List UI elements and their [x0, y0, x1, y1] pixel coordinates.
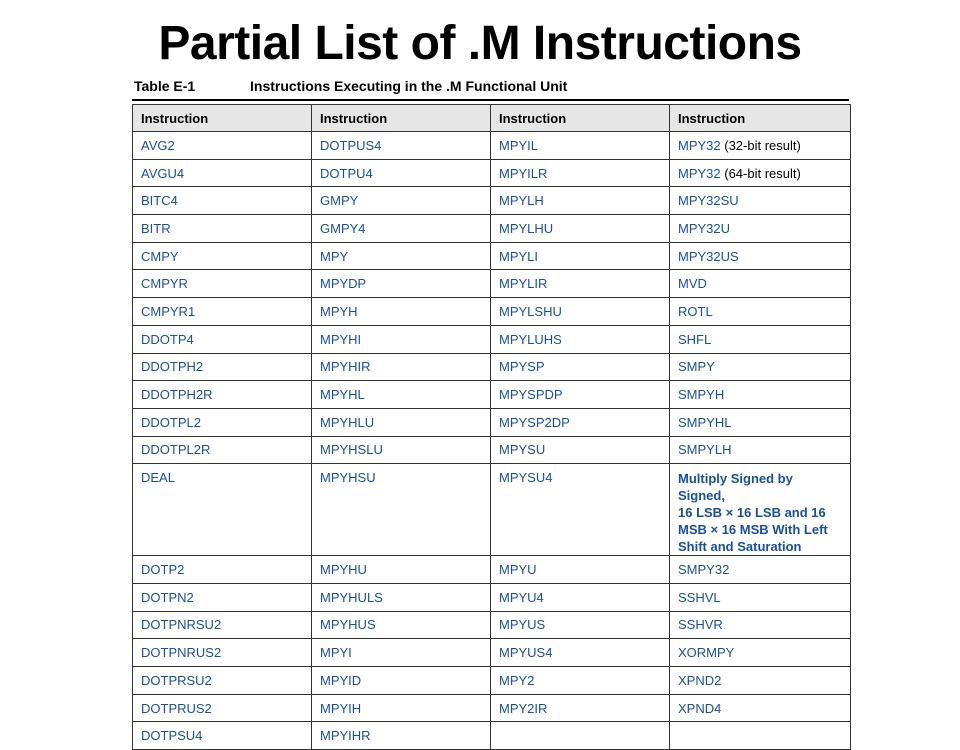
table-cell: [491, 436, 670, 464]
cell-text-line: 16 LSB × 16 LSB and 16: [678, 505, 826, 521]
table-cell: [133, 464, 312, 556]
table-row: [133, 298, 851, 326]
table-cell: [491, 667, 670, 695]
table-row: [133, 242, 851, 270]
table-cell: [670, 408, 851, 436]
instruction-name: SHFL: [678, 331, 712, 347]
table-cell: [312, 353, 491, 381]
table-cell: [133, 159, 312, 187]
table-cell: [491, 381, 670, 409]
table-cell: [670, 215, 851, 243]
instruction-name: MPYIL: [499, 137, 539, 153]
instruction-name: DEAL: [141, 470, 175, 486]
table-cell: [312, 215, 491, 243]
table-cell: [312, 159, 491, 187]
table-row: [133, 381, 851, 409]
table-row: [133, 556, 851, 584]
table-cell: [133, 408, 312, 436]
table-cell: [133, 298, 312, 326]
instruction-name: MPY2: [499, 672, 535, 688]
instruction-name: MPYLSHU: [499, 303, 562, 319]
table-cell: [133, 242, 312, 270]
instruction-name: MPY: [320, 248, 349, 264]
instruction-name: SSHVR: [678, 617, 723, 633]
instruction-name: MPYHLU: [320, 414, 375, 430]
table-row: [133, 436, 851, 464]
instruction-name: MPYLI: [499, 248, 539, 264]
column-header: Instruction: [491, 105, 670, 132]
instruction-name: MPYSU4: [499, 470, 553, 486]
instruction-name: MPY32US: [678, 248, 739, 264]
instruction-name: MPYH: [320, 303, 358, 319]
table-cell: [491, 270, 670, 298]
table-row: [133, 325, 851, 353]
instruction-name: MPYLUHS: [499, 331, 562, 347]
instruction-name: MVD: [678, 276, 707, 292]
table-cell: [670, 611, 851, 639]
table-cell: [133, 556, 312, 584]
instruction-name: MPYIH: [320, 700, 362, 716]
table-cell: [312, 270, 491, 298]
instruction-name: MPYHSU: [320, 470, 376, 486]
table-row: [133, 639, 851, 667]
instruction-name: MPYUS: [499, 617, 546, 633]
instruction-name: MPYHIR: [320, 359, 371, 375]
table-caption-text: Instructions Executing in the .M Functional Unit: [250, 78, 568, 94]
table-row: [133, 464, 851, 556]
table-cell: [670, 159, 851, 187]
instruction-name: DDOTPH2R: [141, 387, 213, 403]
instruction-name: DOTPU4: [320, 165, 373, 181]
table-cell: [312, 132, 491, 160]
instruction-name: CMPY: [141, 248, 179, 264]
table-cell: [133, 611, 312, 639]
cell-text-line: Shift and Saturation: [678, 539, 802, 555]
instruction-name: MPYID: [320, 672, 362, 688]
instruction-name: DOTPUS4: [320, 137, 382, 153]
table-cell: [670, 187, 851, 215]
table-cell: [133, 694, 312, 722]
table-header-row: [133, 105, 851, 132]
instruction-name: MPYUS4: [499, 645, 553, 661]
instruction-name: MPYHUS: [320, 617, 376, 633]
table-cell: [670, 722, 851, 750]
instruction-name: MPY32U: [678, 220, 731, 236]
table-cell: [312, 436, 491, 464]
table-cell: [312, 187, 491, 215]
instruction-name: DOTPSU4: [141, 728, 203, 744]
table-cell: [491, 722, 670, 750]
table-row: [133, 159, 851, 187]
table-cell: [133, 270, 312, 298]
table-cell: [670, 464, 851, 556]
table-cell: [670, 270, 851, 298]
instruction-name: DOTPN2: [141, 589, 194, 605]
instruction-name: MPYLH: [499, 193, 544, 209]
instruction-name: BITR: [141, 220, 171, 236]
table-cell: [491, 325, 670, 353]
cell-text-line: Multiply Signed by Signed,: [678, 471, 793, 504]
table-cell: [312, 639, 491, 667]
table-row: [133, 270, 851, 298]
instruction-name: DDOTPH2: [141, 359, 204, 375]
instruction-name: SSHVL: [678, 589, 721, 605]
instruction-name: GMPY: [320, 193, 359, 209]
instruction-note: (32-bit result): [720, 137, 801, 153]
table-cell: [491, 215, 670, 243]
table-cell: [491, 187, 670, 215]
instruction-name: BITC4: [141, 193, 178, 209]
table-cell: [312, 722, 491, 750]
column-header: Instruction: [670, 105, 851, 132]
table-cell: [491, 694, 670, 722]
table-row: [133, 353, 851, 381]
table-cell: [133, 353, 312, 381]
table-row: [133, 187, 851, 215]
instruction-name: DDOTPL2R: [141, 442, 211, 458]
table-cell: [133, 187, 312, 215]
table-row: [133, 215, 851, 243]
instruction-name: MPYILR: [499, 165, 548, 181]
instruction-name: AVGU4: [141, 165, 185, 181]
instruction-name: MPY32: [678, 137, 721, 153]
table-cell: [670, 242, 851, 270]
instruction-name: SMPYLH: [678, 442, 732, 458]
instruction-name: MPYHSLU: [320, 442, 383, 458]
instruction-name: MPYU4: [499, 589, 544, 605]
instruction-note: (64-bit result): [720, 165, 801, 181]
instruction-name: MPYSP: [499, 359, 545, 375]
table-cell: [133, 722, 312, 750]
table-cell: [312, 667, 491, 695]
instruction-name: MPYLIR: [499, 276, 548, 292]
table-cell: [133, 325, 312, 353]
table-cell: [670, 353, 851, 381]
table-cell: [133, 436, 312, 464]
instruction-name: DOTPRSU2: [141, 672, 212, 688]
instruction-name: SMPY32: [678, 562, 730, 578]
table-row: [133, 132, 851, 160]
instruction-name: GMPY4: [320, 220, 366, 236]
table-cell: [491, 298, 670, 326]
table-cell: [670, 556, 851, 584]
table-cell: [670, 381, 851, 409]
column-header: Instruction: [312, 105, 491, 132]
instruction-name: DOTPNRSU2: [141, 617, 222, 633]
cell-text-line: MSB × 16 MSB With Left: [678, 522, 828, 538]
table-cell: [491, 242, 670, 270]
table-row: [133, 408, 851, 436]
table-body: [133, 132, 851, 750]
table-cell: [312, 556, 491, 584]
table-cell: [670, 436, 851, 464]
slide-title: Partial List of .M Instructions: [158, 17, 802, 70]
instruction-name: MPYI: [320, 645, 352, 661]
instruction-name: MPY32SU: [678, 193, 739, 209]
instruction-name: MPYSPDP: [499, 387, 563, 403]
instruction-name: MPYIHR: [320, 728, 371, 744]
table-cell: [133, 583, 312, 611]
table-row: [133, 694, 851, 722]
instruction-name: XORMPY: [678, 645, 735, 661]
table-cell: [133, 132, 312, 160]
instruction-name: MPY2IR: [499, 700, 548, 716]
table-cell: [670, 639, 851, 667]
instruction-name: MPYDP: [320, 276, 367, 292]
instruction-name: DDOTPL2: [141, 414, 201, 430]
instruction-name: MPYU: [499, 562, 537, 578]
table-cell: [133, 215, 312, 243]
table-cell: [491, 464, 670, 556]
instruction-name: DOTPRUS2: [141, 700, 212, 716]
instruction-name: CMPYR1: [141, 303, 196, 319]
table-cell: [133, 381, 312, 409]
table-cell: [670, 667, 851, 695]
table-cell: [312, 242, 491, 270]
table-cell: [670, 132, 851, 160]
instruction-name: MPYHULS: [320, 589, 383, 605]
instruction-name: MPY32: [678, 165, 721, 181]
table-caption-id: Table E-1: [134, 78, 196, 94]
caption-rule: [132, 99, 849, 101]
table-row: [133, 611, 851, 639]
table-cell: [491, 132, 670, 160]
instruction-name: CMPYR: [141, 276, 188, 292]
column-header: Instruction: [133, 105, 312, 132]
table-cell: [312, 408, 491, 436]
table-cell: [491, 611, 670, 639]
table-cell: [312, 381, 491, 409]
instruction-table: [132, 104, 851, 750]
instruction-name: DOTPNRUS2: [141, 645, 222, 661]
table-cell: [312, 325, 491, 353]
table-row: [133, 667, 851, 695]
table-cell: [491, 556, 670, 584]
table-cell: [491, 408, 670, 436]
table-cell: [312, 298, 491, 326]
instruction-name: MPYLHU: [499, 220, 554, 236]
instruction-name: DOTP2: [141, 562, 185, 578]
instruction-name: XPND4: [678, 700, 722, 716]
instruction-name: MPYSU: [499, 442, 546, 458]
table-cell: [670, 583, 851, 611]
table-cell: [312, 694, 491, 722]
instruction-name: AVG2: [141, 137, 175, 153]
instruction-name: MPYHU: [320, 562, 367, 578]
instruction-name: SMPY: [678, 359, 715, 375]
table-cell: [491, 583, 670, 611]
table-cell: [670, 694, 851, 722]
instruction-name: MPYHI: [320, 331, 362, 347]
instruction-name: SMPYH: [678, 387, 725, 403]
table-cell: [312, 583, 491, 611]
table-cell: [491, 159, 670, 187]
table-cell: [312, 464, 491, 556]
table-row: [133, 583, 851, 611]
instruction-name: DDOTP4: [141, 331, 194, 347]
table-cell: [670, 325, 851, 353]
instruction-name: XPND2: [678, 672, 722, 688]
instruction-name: MPYSP2DP: [499, 414, 570, 430]
table-cell: [133, 667, 312, 695]
instruction-name: MPYHL: [320, 387, 365, 403]
table-cell: [312, 611, 491, 639]
table-row: [133, 722, 851, 750]
table-cell: [491, 639, 670, 667]
instruction-name: SMPYHL: [678, 414, 732, 430]
table-cell: [670, 298, 851, 326]
table-cell: [133, 639, 312, 667]
table-cell: [491, 353, 670, 381]
instruction-name: ROTL: [678, 303, 713, 319]
